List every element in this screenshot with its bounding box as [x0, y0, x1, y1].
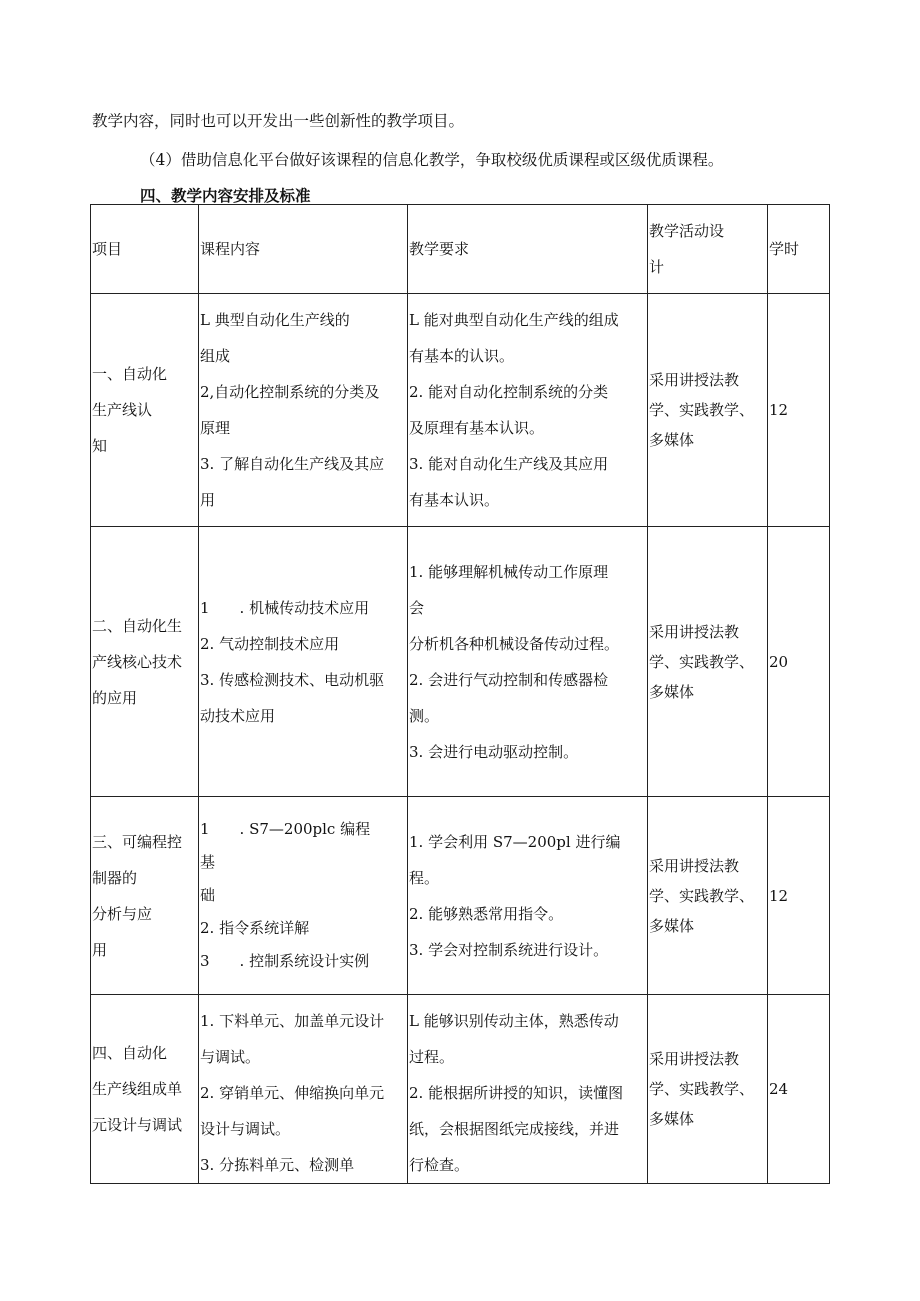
table-row: [91, 995, 830, 1184]
cell-hours: 20: [768, 527, 830, 797]
intro-paragraph-2: （4）借助信息化平台做好该课程的信息化教学，争取校级优质课程或区级优质课程。: [140, 151, 724, 169]
table-row: [91, 797, 830, 995]
cell-hours: 24: [768, 995, 830, 1184]
cell-requirements: L 能对典型自动化生产线的组成 有基本的认识。 2. 能对自动化控制系统的分类 及原理有基本认识。 3. 能对自动化生产线及其应用 有基本认识。: [408, 294, 648, 527]
section-title: 四、教学内容安排及标准: [140, 186, 311, 205]
intro-paragraph-1: 教学内容，同时也可以开发出一些创新性的教学项目。: [92, 112, 465, 130]
header-project: 项目: [91, 205, 199, 294]
cell-activity: 采用讲授法教 学、实践教学、 多媒体: [648, 294, 768, 527]
table-row: [91, 527, 830, 797]
cell-requirements: 1. 能够理解机械传动工作原理 会 分析机各种机械设备传动过程。 2. 会进行气动控制和传感器检 测。 3. 会进行电动驱动控制。: [408, 527, 648, 797]
cell-project: 三、可编程控 制器的 分析与应 用: [91, 797, 199, 995]
cell-activity: 采用讲授法教 学、实践教学、 多媒体: [648, 995, 768, 1184]
cell-activity: 采用讲授法教 学、实践教学、 多媒体: [648, 527, 768, 797]
header-requirements: 教学要求: [408, 205, 648, 294]
cell-content: 1 . 机械传动技术应用 2. 气动控制技术应用 3. 传感检测技术、电动机驱 动技术应用: [199, 527, 408, 797]
cell-project: 一、自动化 生产线认 知: [91, 294, 199, 527]
header-content: 课程内容: [199, 205, 408, 294]
cell-content: 1 . S7—200plc 编程 基 础 2. 指令系统详解 3 . 控制系统设计实例: [199, 797, 408, 995]
cell-hours: 12: [768, 797, 830, 995]
cell-content: L 典型自动化生产线的 组成 2,自动化控制系统的分类及 原理 3. 了解自动化生产线及其应 用: [199, 294, 408, 527]
header-activity: 教学活动设 计: [648, 205, 768, 294]
course-content-table: [90, 204, 830, 1184]
cell-activity: 采用讲授法教 学、实践教学、 多媒体: [648, 797, 768, 995]
cell-requirements: L 能够识别传动主体，熟悉传动 过程。 2. 能根据所讲授的知识，读懂图 纸，会根据图纸完成接线，并进 行检查。: [408, 995, 648, 1184]
table-header-row: [91, 205, 830, 294]
cell-project: 四、自动化 生产线组成单 元设计与调试: [91, 995, 199, 1184]
table-row: [91, 294, 830, 527]
cell-hours: 12: [768, 294, 830, 527]
header-hours: 学时: [768, 205, 830, 294]
cell-content: 1. 下料单元、加盖单元设计 与调试。 2. 穿销单元、伸缩换向单元 设计与调试。 3. 分拣料单元、检测单: [199, 995, 408, 1184]
cell-project: 二、自动化生 产线核心技术 的应用: [91, 527, 199, 797]
cell-requirements: 1. 学会利用 S7—200pl 进行编 程。 2. 能够熟悉常用指令。 3. 学会对控制系统进行设计。: [408, 797, 648, 995]
